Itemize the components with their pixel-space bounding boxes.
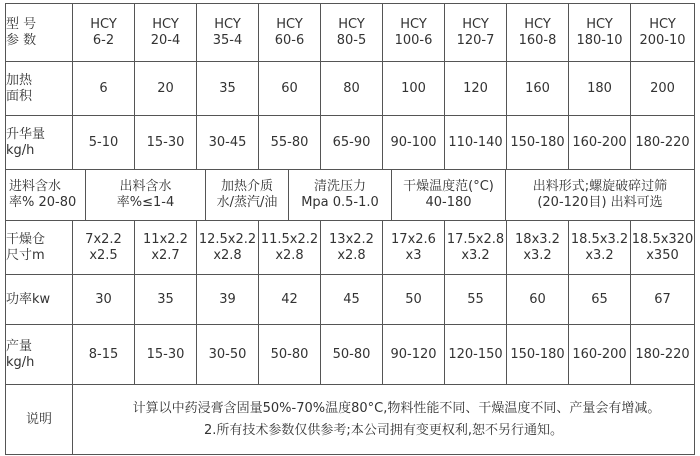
bin-size-cell: 17x2.6 x3	[383, 221, 445, 275]
param-cleaning-pressure: 清洗压力 Mpa 0.5-1.0	[289, 170, 392, 221]
power-cell: 55	[445, 275, 507, 325]
label-drying-bin: 干燥仓 尺寸m	[6, 221, 73, 275]
bin-size-cell: 11.5x2.2 x2.8	[259, 221, 321, 275]
row-output	[6, 325, 695, 385]
area-cell: 60	[259, 62, 321, 116]
param-heating-medium: 加热介质 水/蒸汽/油	[206, 170, 289, 221]
param-drying-temp: 干燥温度范(°C) 40-180	[392, 170, 506, 221]
power-cell: 42	[259, 275, 321, 325]
area-cell: 80	[321, 62, 383, 116]
model-cell: HCY 80-5	[321, 4, 383, 62]
row-power	[6, 275, 695, 325]
power-cell: 60	[507, 275, 569, 325]
notes-text	[73, 385, 695, 455]
area-cell: 35	[197, 62, 259, 116]
output-cell: 8-15	[73, 325, 135, 385]
param-feed-moisture: 进料含水 率% 20-80	[6, 170, 86, 221]
output-cell: 50-80	[321, 325, 383, 385]
label-notes: 说明	[6, 385, 73, 455]
area-cell: 6	[73, 62, 135, 116]
spec-table-params	[5, 169, 695, 221]
sublimation-cell: 110-140	[445, 116, 507, 170]
power-cell: 45	[321, 275, 383, 325]
row-notes	[6, 385, 695, 455]
output-cell: 50-80	[259, 325, 321, 385]
model-cell: HCY 20-4	[135, 4, 197, 62]
area-cell: 180	[569, 62, 631, 116]
model-cell: HCY 160-8	[507, 4, 569, 62]
label-heating-area: 加热 面积	[6, 62, 73, 116]
param-discharge-form: 出料形式;螺旋破碎过筛 (20-120目) 出料可选	[506, 170, 695, 221]
model-cell: HCY 120-7	[445, 4, 507, 62]
bin-size-cell: 17.5x2.8 x3.2	[445, 221, 507, 275]
bin-size-cell: 7x2.2 x2.5	[73, 221, 135, 275]
area-cell: 100	[383, 62, 445, 116]
output-cell: 15-30	[135, 325, 197, 385]
output-cell: 180-220	[631, 325, 695, 385]
label-output: 产量 kg/h	[6, 325, 73, 385]
output-cell: 90-120	[383, 325, 445, 385]
sublimation-cell: 160-200	[569, 116, 631, 170]
model-cell: HCY 100-6	[383, 4, 445, 62]
power-cell: 39	[197, 275, 259, 325]
note-line-1: 计算以中药浸膏含固量50%-70%温度80°C,物料性能不同、干燥温度不同、产量会有增减。	[132, 400, 661, 416]
area-cell: 120	[445, 62, 507, 116]
area-cell: 160	[507, 62, 569, 116]
output-cell: 120-150	[445, 325, 507, 385]
power-cell: 30	[73, 275, 135, 325]
sublimation-cell: 90-100	[383, 116, 445, 170]
sublimation-cell: 15-30	[135, 116, 197, 170]
model-cell: HCY 35-4	[197, 4, 259, 62]
area-cell: 200	[631, 62, 695, 116]
output-cell: 150-180	[507, 325, 569, 385]
row-sublimation	[6, 116, 695, 170]
power-cell: 35	[135, 275, 197, 325]
model-cell: HCY 200-10	[631, 4, 695, 62]
power-cell: 50	[383, 275, 445, 325]
spec-table-bottom	[5, 220, 695, 455]
sublimation-cell: 180-220	[631, 116, 695, 170]
area-cell: 20	[135, 62, 197, 116]
model-cell: HCY 6-2	[73, 4, 135, 62]
note-line-2: 2.所有技术参数仅供参考;本公司拥有变更权利,恕不另行通知。	[204, 422, 563, 438]
row-drying-bin	[6, 221, 695, 275]
bin-size-cell: 13x2.2 x2.8	[321, 221, 383, 275]
spec-sheet	[5, 3, 694, 453]
bin-size-cell: 11x2.2 x2.7	[135, 221, 197, 275]
model-cell: HCY 180-10	[569, 4, 631, 62]
output-cell: 30-50	[197, 325, 259, 385]
sublimation-cell: 55-80	[259, 116, 321, 170]
sublimation-cell: 65-90	[321, 116, 383, 170]
row-heating-area	[6, 62, 695, 116]
bin-size-cell: 18.5x320 x350	[631, 221, 695, 275]
power-cell: 65	[569, 275, 631, 325]
row-params	[6, 170, 695, 221]
spec-table-top	[5, 3, 695, 170]
param-discharge-moisture: 出料含水 率%≤1-4	[86, 170, 206, 221]
bin-size-cell: 18x3.2 x3.2	[507, 221, 569, 275]
sublimation-cell: 30-45	[197, 116, 259, 170]
sublimation-cell: 150-180	[507, 116, 569, 170]
bin-size-cell: 18.5x3.2 x3.2	[569, 221, 631, 275]
model-cell: HCY 60-6	[259, 4, 321, 62]
sublimation-cell: 5-10	[73, 116, 135, 170]
output-cell: 160-200	[569, 325, 631, 385]
power-cell: 67	[631, 275, 695, 325]
label-sublimation: 升华量 kg/h	[6, 116, 73, 170]
bin-size-cell: 12.5x2.2 x2.8	[197, 221, 259, 275]
label-model: 型 号 参 数	[6, 4, 73, 62]
row-models	[6, 4, 695, 62]
label-power: 功率kw	[6, 275, 73, 325]
